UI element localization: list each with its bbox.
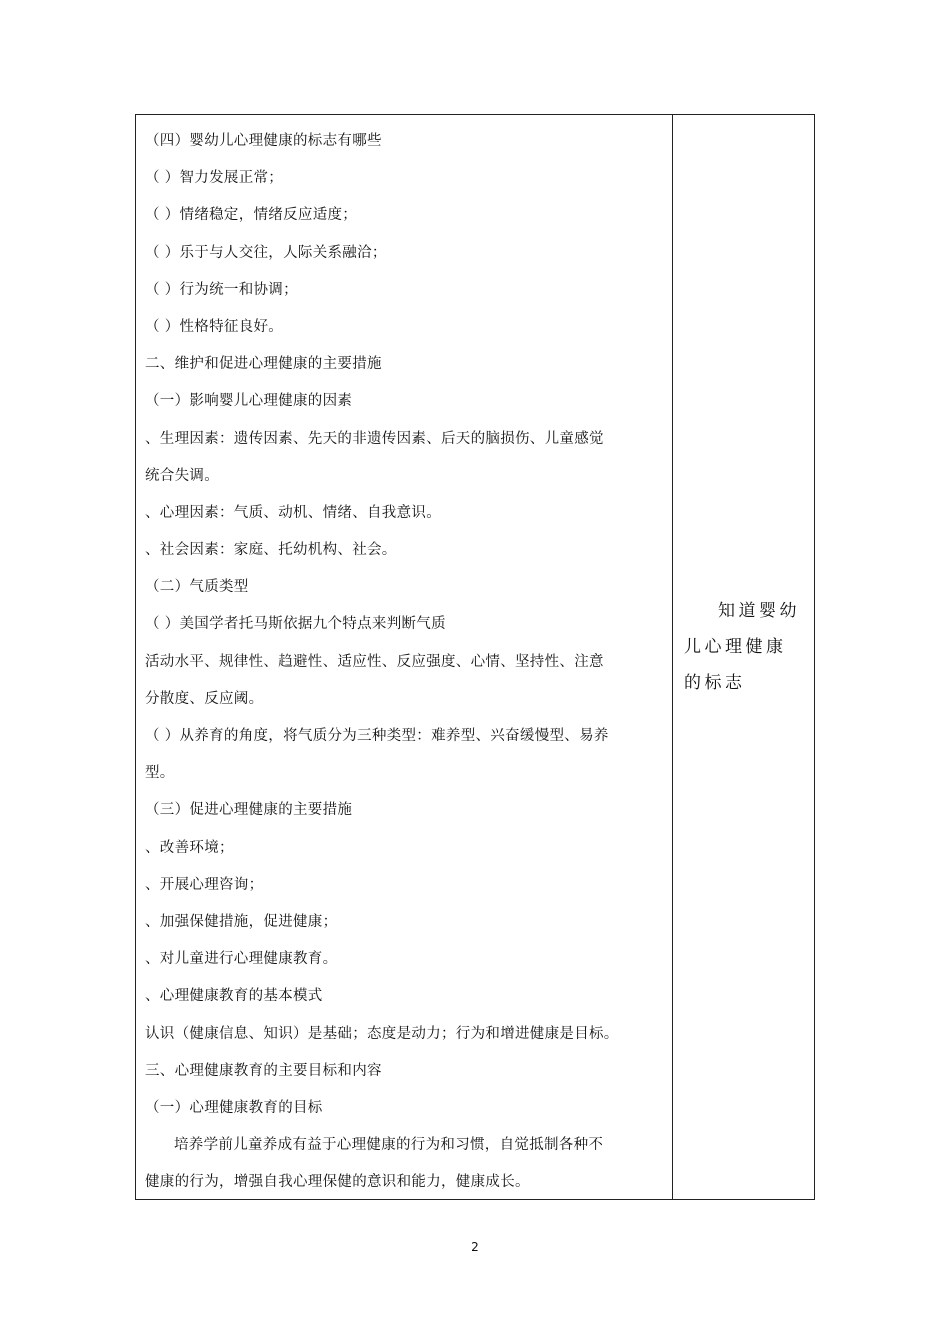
- content-cell: [136, 115, 673, 1199]
- lesson-table: [135, 114, 815, 1200]
- content-line: 、心理因素：气质、动机、情绪、自我意识。: [145, 504, 441, 521]
- content-line: 统合失调。: [145, 467, 219, 484]
- content-line: 、对儿童进行心理健康教育。: [145, 951, 338, 968]
- content-line: 、心理健康教育的基本模式: [145, 988, 323, 1005]
- content-line: 、生理因素：遗传因素、先天的非遗传因素、后天的脑损伤、儿童感觉: [145, 430, 604, 447]
- content-line: 活动水平、规律性、趋避性、适应性、反应强度、心情、坚持性、注意: [145, 653, 604, 670]
- content-line: 、开展心理咨询；: [145, 876, 264, 893]
- content-line: （ ）美国学者托马斯依据九个特点来判断气质: [145, 616, 446, 633]
- objective-text: 知道婴幼儿心理健康的标志: [684, 601, 800, 693]
- content-line: 、加强保健措施，促进健康；: [145, 913, 338, 930]
- content-line: 认识（健康信息、知识）是基础；态度是动力；行为和增进健康是目标。: [145, 1025, 619, 1042]
- objective-cell: [673, 115, 814, 1199]
- content-line: （ ）智力发展正常；: [145, 170, 284, 187]
- content-line: 二、维护和促进心理健康的主要措施: [145, 356, 382, 373]
- content-line: （ ）性格特征良好。: [145, 318, 284, 335]
- content-line: （ ）从养育的角度，将气质分为三种类型：难养型、兴奋缓慢型、易养: [145, 728, 609, 744]
- content-line: （一）心理健康教育的目标: [145, 1099, 323, 1116]
- content-line: 、社会因素：家庭、托幼机构、社会。: [145, 542, 397, 559]
- page-number: 2: [471, 1240, 479, 1254]
- content-line: （一）影响婴儿心理健康的因素: [145, 393, 353, 410]
- content-line: （二）气质类型: [145, 579, 249, 596]
- content-line: （ ）行为统一和协调；: [145, 281, 298, 298]
- content-line: （ ）情绪稳定，情绪反应适度；: [145, 207, 358, 224]
- content-line: 型。: [145, 765, 175, 782]
- content-line: 分散度、反应阈。: [145, 690, 264, 707]
- content-line: （ ）乐于与人交往，人际关系融洽；: [145, 244, 387, 261]
- content-line: （四）婴幼儿心理健康的标志有哪些: [145, 133, 382, 149]
- content-line: （三）促进心理健康的主要措施: [145, 802, 353, 819]
- content-line: 健康的行为，增强自我心理保健的意识和能力，健康成长。: [145, 1174, 530, 1191]
- content-line: 培养学前儿童养成有益于心理健康的行为和习惯，自觉抵制各种不: [174, 1137, 604, 1154]
- content-line: 、改善环境；: [145, 839, 234, 856]
- content-line: 三、心理健康教育的主要目标和内容: [145, 1062, 382, 1079]
